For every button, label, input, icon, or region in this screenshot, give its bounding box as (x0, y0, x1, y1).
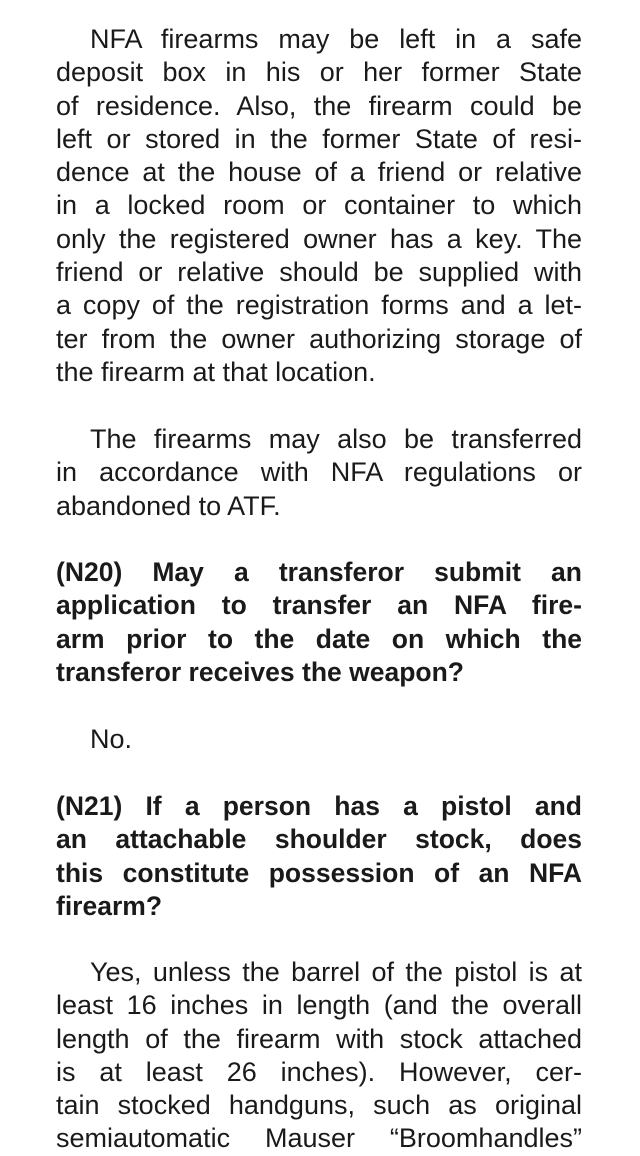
text-line: left or stored in the former State of resi- (56, 123, 582, 154)
text-line: an attachable shoulder stock, does (56, 824, 582, 855)
text-line: Yes, unless the barrel of the pistol is at (90, 957, 582, 987)
text-line: transferor receives the weapon? (56, 656, 464, 687)
paragraph (56, 23, 582, 389)
text-line: in a locked room or container to which (56, 190, 582, 221)
paragraph (56, 723, 582, 756)
question-heading (56, 790, 582, 923)
text-line: least 16 inches in length (and the overall (56, 990, 582, 1021)
text-line: ter from the owner authorizing storage of (56, 323, 582, 354)
paragraph (56, 423, 582, 523)
text-line: semiautomatic Mauser “Broomhandles” (56, 1123, 582, 1154)
text-line: No. (90, 724, 133, 754)
text-line: this constitute possession of an NFA (56, 857, 582, 888)
paragraph (56, 956, 582, 1156)
text-line: length of the firearm with stock attached (56, 1023, 582, 1054)
text-line: (N21) If a person has a pistol and (56, 791, 582, 821)
text-line: the firearm at that location. (56, 356, 376, 387)
text-line: firearm? (56, 890, 163, 921)
text-line: deposit box in his or her former State (56, 57, 582, 88)
text-line: The firearms may also be transferred (90, 424, 582, 454)
text-line: a copy of the registration forms and a let- (56, 290, 582, 321)
text-line: friend or relative should be supplied with (56, 257, 582, 288)
text-line: is at least 26 inches). However, cer- (56, 1056, 582, 1087)
text-line: arm prior to the date on which the (56, 623, 582, 654)
text-line: (N20) May a transferor submit an (56, 557, 582, 587)
question-heading (56, 556, 582, 689)
text-line: application to transfer an NFA fire- (56, 590, 582, 621)
text-line: in accordance with NFA regulations or (56, 457, 582, 488)
text-line: abandoned to ATF. (56, 490, 281, 521)
text-line: NFA firearms may be left in a safe (90, 24, 582, 54)
text-line: only the registered owner has a key. The (56, 223, 582, 254)
text-line: of residence. Also, the firearm could be (56, 90, 582, 121)
text-line: tain stocked handguns, such as original (56, 1090, 582, 1121)
text-line: dence at the house of a friend or relative (56, 157, 582, 188)
